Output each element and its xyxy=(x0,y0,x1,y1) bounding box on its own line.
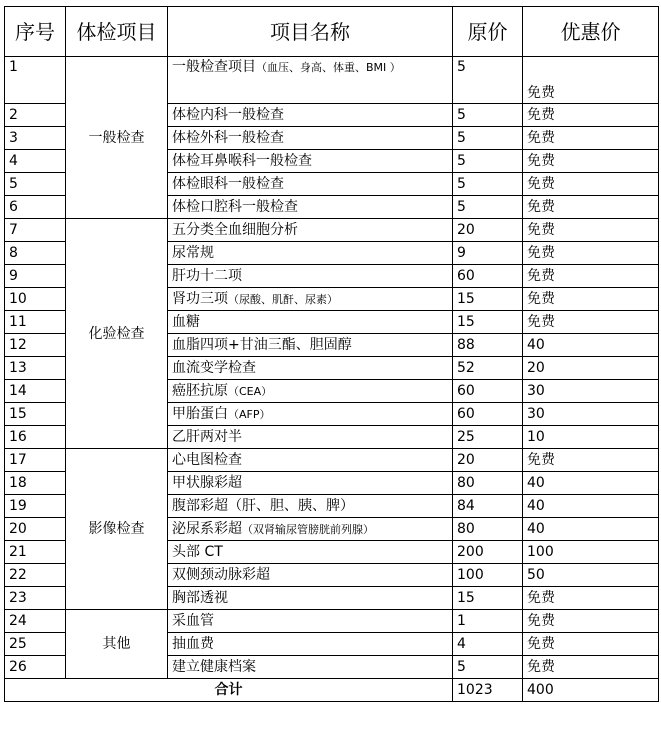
item-name: 心电图检查 xyxy=(172,452,242,468)
discount-price: 30 xyxy=(523,403,659,426)
item-name-cell xyxy=(168,265,453,288)
item-name-cell xyxy=(168,472,453,495)
discount-price: 100 xyxy=(523,541,659,564)
row-index: 18 xyxy=(5,472,66,495)
item-name-cell xyxy=(168,311,453,334)
discount-price: 20 xyxy=(523,357,659,380)
item-name: 双侧颈动脉彩超 xyxy=(172,567,270,583)
item-name: 采血管 xyxy=(172,613,214,629)
row-index: 10 xyxy=(5,288,66,311)
row-index: 3 xyxy=(5,127,66,150)
discount-price: 免费 xyxy=(523,449,659,472)
category-cell: 影像检查 xyxy=(66,449,168,610)
item-name: 血流变学检查 xyxy=(172,360,256,376)
row-index: 2 xyxy=(5,104,66,127)
row-index: 13 xyxy=(5,357,66,380)
item-name: 体检耳鼻喉科一般检查 xyxy=(172,153,312,169)
original-price: 15 xyxy=(453,587,523,610)
discount-price: 30 xyxy=(523,380,659,403)
item-name-cell xyxy=(168,426,453,449)
row-index: 19 xyxy=(5,495,66,518)
row-index: 15 xyxy=(5,403,66,426)
table-row xyxy=(5,219,659,242)
original-price: 5 xyxy=(453,57,523,104)
item-note: （血压、身高、体重、BMI ） xyxy=(256,61,401,74)
discount-price: 免费 xyxy=(523,265,659,288)
item-name-cell xyxy=(168,656,453,679)
total-row xyxy=(5,679,659,702)
item-name-cell xyxy=(168,57,453,104)
item-name: 一般检查项目 xyxy=(172,59,256,75)
original-price: 5 xyxy=(453,127,523,150)
discount-price: 40 xyxy=(523,518,659,541)
item-name-cell xyxy=(168,449,453,472)
original-price: 5 xyxy=(453,196,523,219)
item-name-cell xyxy=(168,334,453,357)
discount-price: 40 xyxy=(523,495,659,518)
item-name-cell xyxy=(168,564,453,587)
item-name: 甲胎蛋白 xyxy=(172,405,228,422)
item-name: 尿常规 xyxy=(172,245,214,261)
item-name: 体检眼科一般检查 xyxy=(172,176,284,192)
row-index: 24 xyxy=(5,610,66,633)
item-name-cell xyxy=(168,380,453,403)
original-price: 5 xyxy=(453,656,523,679)
item-name: 肾功三项 xyxy=(172,290,228,307)
item-name-cell xyxy=(168,587,453,610)
row-index: 22 xyxy=(5,564,66,587)
discount-price: 免费 xyxy=(523,196,659,219)
category-cell: 化验检查 xyxy=(66,219,168,449)
discount-price: 40 xyxy=(523,472,659,495)
original-price: 200 xyxy=(453,541,523,564)
table-row xyxy=(5,57,659,104)
discount-price: 免费 xyxy=(523,311,659,334)
item-name-cell xyxy=(168,288,453,311)
discount-price: 免费 xyxy=(523,633,659,656)
item-name: 胸部透视 xyxy=(172,590,228,606)
item-name: 肝功十二项 xyxy=(172,268,242,284)
original-price: 5 xyxy=(453,173,523,196)
row-index: 7 xyxy=(5,219,66,242)
original-price: 15 xyxy=(453,311,523,334)
total-label: 合计 xyxy=(5,679,453,702)
discount-price: 免费 xyxy=(523,587,659,610)
original-price: 15 xyxy=(453,288,523,311)
row-index: 5 xyxy=(5,173,66,196)
item-name-cell xyxy=(168,495,453,518)
item-name-cell xyxy=(168,219,453,242)
item-name-cell xyxy=(168,541,453,564)
discount-price: 免费 xyxy=(523,288,659,311)
item-name: 血糖 xyxy=(172,314,200,330)
discount-price: 40 xyxy=(523,334,659,357)
item-name-cell xyxy=(168,173,453,196)
original-price: 5 xyxy=(453,104,523,127)
item-note: （尿酸、肌酐、尿素） xyxy=(228,292,338,306)
row-index: 12 xyxy=(5,334,66,357)
item-name: 乙肝两对半 xyxy=(172,429,242,445)
row-index: 9 xyxy=(5,265,66,288)
total-original-price: 1023 xyxy=(453,679,523,702)
discount-price: 10 xyxy=(523,426,659,449)
original-price: 9 xyxy=(453,242,523,265)
item-name: 腹部彩超（肝、胆、胰、脾） xyxy=(172,498,354,514)
original-price: 52 xyxy=(453,357,523,380)
discount-price: 免费 xyxy=(523,57,659,104)
discount-price: 免费 xyxy=(523,173,659,196)
original-price: 100 xyxy=(453,564,523,587)
item-name: 五分类全血细胞分析 xyxy=(172,222,298,238)
item-note: （AFP） xyxy=(228,407,271,421)
row-index: 20 xyxy=(5,518,66,541)
item-name: 体检外科一般检查 xyxy=(172,130,284,146)
item-note: （CEA） xyxy=(228,384,273,398)
row-index: 8 xyxy=(5,242,66,265)
original-price: 60 xyxy=(453,403,523,426)
original-price: 1 xyxy=(453,610,523,633)
row-index: 25 xyxy=(5,633,66,656)
original-price: 84 xyxy=(453,495,523,518)
row-index: 4 xyxy=(5,150,66,173)
original-price: 88 xyxy=(453,334,523,357)
discount-price: 免费 xyxy=(523,104,659,127)
item-name-cell xyxy=(168,104,453,127)
item-name-cell xyxy=(168,403,453,426)
original-price: 4 xyxy=(453,633,523,656)
item-name-cell xyxy=(168,357,453,380)
item-name: 头部 CT xyxy=(172,544,223,560)
header-index: 序号 xyxy=(5,7,66,57)
row-index: 17 xyxy=(5,449,66,472)
discount-price: 免费 xyxy=(523,656,659,679)
discount-price: 免费 xyxy=(523,127,659,150)
row-index: 14 xyxy=(5,380,66,403)
price-table xyxy=(4,6,659,702)
item-name-cell xyxy=(168,242,453,265)
discount-price: 免费 xyxy=(523,219,659,242)
item-name: 癌胚抗原 xyxy=(172,382,228,399)
original-price: 25 xyxy=(453,426,523,449)
row-index: 23 xyxy=(5,587,66,610)
row-index: 26 xyxy=(5,656,66,679)
row-index: 21 xyxy=(5,541,66,564)
header-row xyxy=(5,7,659,57)
row-index: 1 xyxy=(5,57,66,104)
original-price: 20 xyxy=(453,219,523,242)
item-name: 血脂四项+甘油三酯、胆固醇 xyxy=(172,337,352,353)
item-name-cell xyxy=(168,150,453,173)
discount-price: 50 xyxy=(523,564,659,587)
original-price: 80 xyxy=(453,518,523,541)
original-price: 60 xyxy=(453,380,523,403)
item-name-cell xyxy=(168,196,453,219)
table-row xyxy=(5,449,659,472)
header-discount-price: 优惠价 xyxy=(523,7,659,57)
total-discount-price: 400 xyxy=(523,679,659,702)
item-name: 泌尿系彩超 xyxy=(172,520,242,537)
table-body xyxy=(5,57,659,679)
table-row xyxy=(5,610,659,633)
original-price: 80 xyxy=(453,472,523,495)
row-index: 16 xyxy=(5,426,66,449)
item-name-cell xyxy=(168,518,453,541)
original-price: 5 xyxy=(453,150,523,173)
header-item-name: 项目名称 xyxy=(168,7,453,57)
header-category: 体检项目 xyxy=(66,7,168,57)
original-price: 20 xyxy=(453,449,523,472)
item-name-cell xyxy=(168,127,453,150)
discount-price: 免费 xyxy=(523,242,659,265)
item-name: 体检口腔科一般检查 xyxy=(172,199,298,215)
item-note: （双肾输尿管膀胱前列腺） xyxy=(242,522,374,536)
category-cell: 一般检查 xyxy=(66,57,168,219)
discount-price: 免费 xyxy=(523,610,659,633)
item-name: 建立健康档案 xyxy=(172,659,256,675)
item-name: 体检内科一般检查 xyxy=(172,107,284,123)
item-name-cell xyxy=(168,610,453,633)
item-name: 抽血费 xyxy=(172,636,214,652)
original-price: 60 xyxy=(453,265,523,288)
header-original-price: 原价 xyxy=(453,7,523,57)
item-name: 甲状腺彩超 xyxy=(172,475,242,491)
row-index: 6 xyxy=(5,196,66,219)
discount-price: 免费 xyxy=(523,150,659,173)
row-index: 11 xyxy=(5,311,66,334)
category-cell: 其他 xyxy=(66,610,168,679)
item-name-cell xyxy=(168,633,453,656)
